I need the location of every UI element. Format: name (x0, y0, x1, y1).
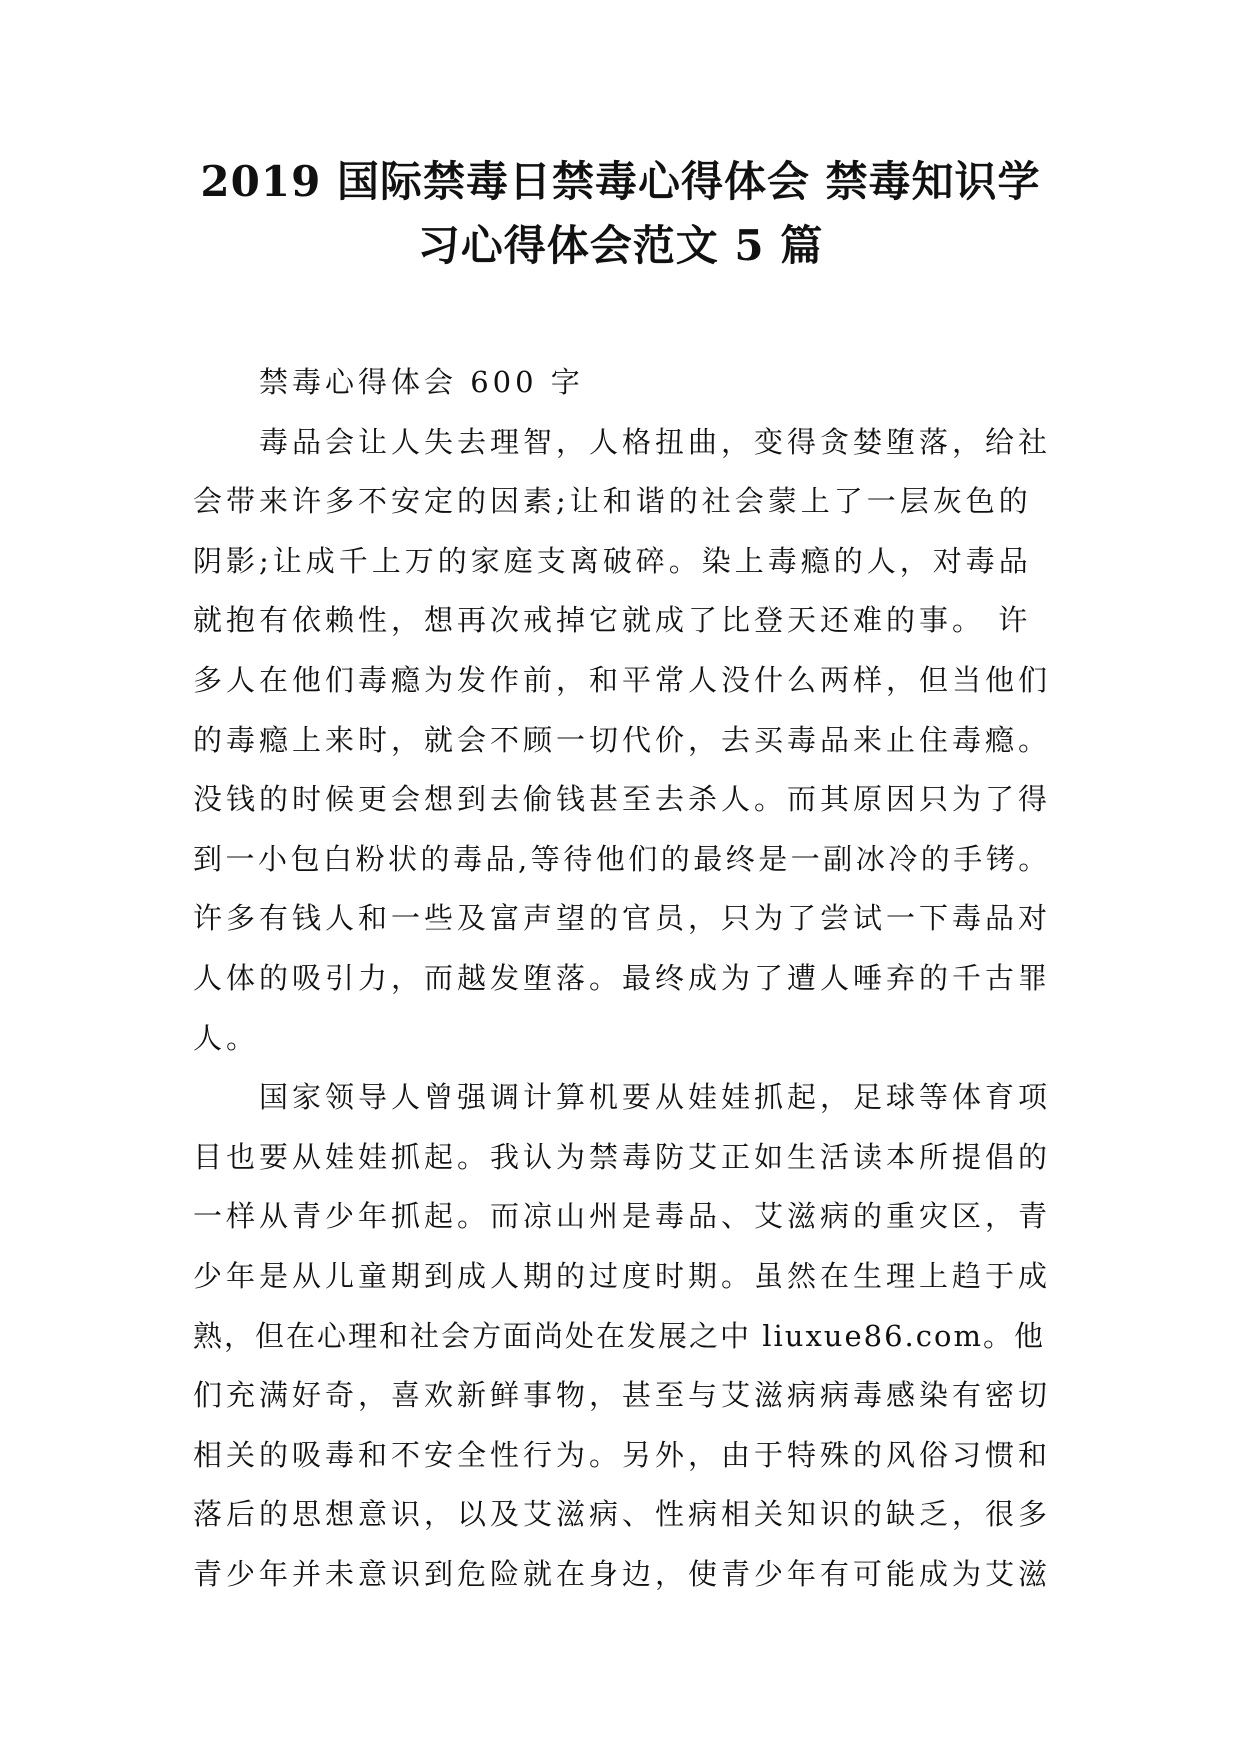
paragraph-line: 一样从青少年抓起。而凉山州是毒品、艾滋病的重灾区，青 (193, 1199, 1052, 1234)
paragraph-line: 国家领导人曾强调计算机要从娃娃抓起，足球等体育项 (259, 1080, 1052, 1115)
paragraph-line: 没钱的时候更会想到去偷钱甚至去杀人。而其原因只为了得 (193, 782, 1052, 817)
paragraph-line: 到一小包白粉状的毒品,等待他们的最终是一副冰冷的手铐。 (193, 841, 1051, 876)
paragraph-line: 就抱有依赖性，想再次戒掉它就成了比登天还难的事。 许 (193, 603, 1032, 638)
paragraph-line: 青少年并未意识到危险就在身边，使青少年有可能成为艾滋 (193, 1556, 1052, 1591)
paragraph-line: 许多有钱人和一些及富声望的官员，只为了尝试一下毒品对 (193, 901, 1052, 936)
paragraph-line: 的毒瘾上来时，就会不顾一切代价，去买毒品来止住毒瘾。 (193, 722, 1052, 757)
paragraph-line: 们充满好奇，喜欢新鲜事物，甚至与艾滋病病毒感染有密切 (193, 1378, 1052, 1413)
document-body (193, 353, 1053, 1604)
paragraph-line: 阴影;让成千上万的家庭支离破碎。染上毒瘾的人，对毒品 (193, 543, 1032, 578)
paragraph-line: 相关的吸毒和不安全性行为。另外，由于特殊的风俗习惯和 (193, 1437, 1052, 1472)
document-title (150, 150, 1091, 278)
paragraph-line: 少年是从儿童期到成人期的过度时期。虽然在生理上趋于成 (193, 1258, 1052, 1293)
paragraph-line: 人。 (193, 1020, 260, 1055)
paragraph-line: 多人在他们毒瘾为发作前，和平常人没什么两样，但当他们 (193, 662, 1052, 697)
section-heading: 禁毒心得体会 600 字 (259, 365, 584, 399)
paragraph-line: 落后的思想意识，以及艾滋病、性病相关知识的缺乏，很多 (193, 1497, 1052, 1532)
paragraph-line: 熟，但在心理和社会方面尚处在发展之中 liuxue86.com。他 (193, 1318, 1045, 1353)
paragraph-line: 会带来许多不安定的因素;让和谐的社会蒙上了一层灰色的 (193, 484, 1032, 519)
paragraph-line: 目也要从娃娃抓起。我认为禁毒防艾正如生活读本所提倡的 (193, 1139, 1052, 1174)
title-line-2: 习心得体会范文 5 篇 (417, 221, 824, 270)
paragraph-line: 毒品会让人失去理智，人格扭曲，变得贪婪堕落，给社 (259, 424, 1052, 459)
title-line-1: 2019 国际禁毒日禁毒心得体会 禁毒知识学 (200, 157, 1041, 206)
paragraph-line: 人体的吸引力，而越发堕落。最终成为了遭人唾弃的千古罪 (193, 960, 1052, 995)
